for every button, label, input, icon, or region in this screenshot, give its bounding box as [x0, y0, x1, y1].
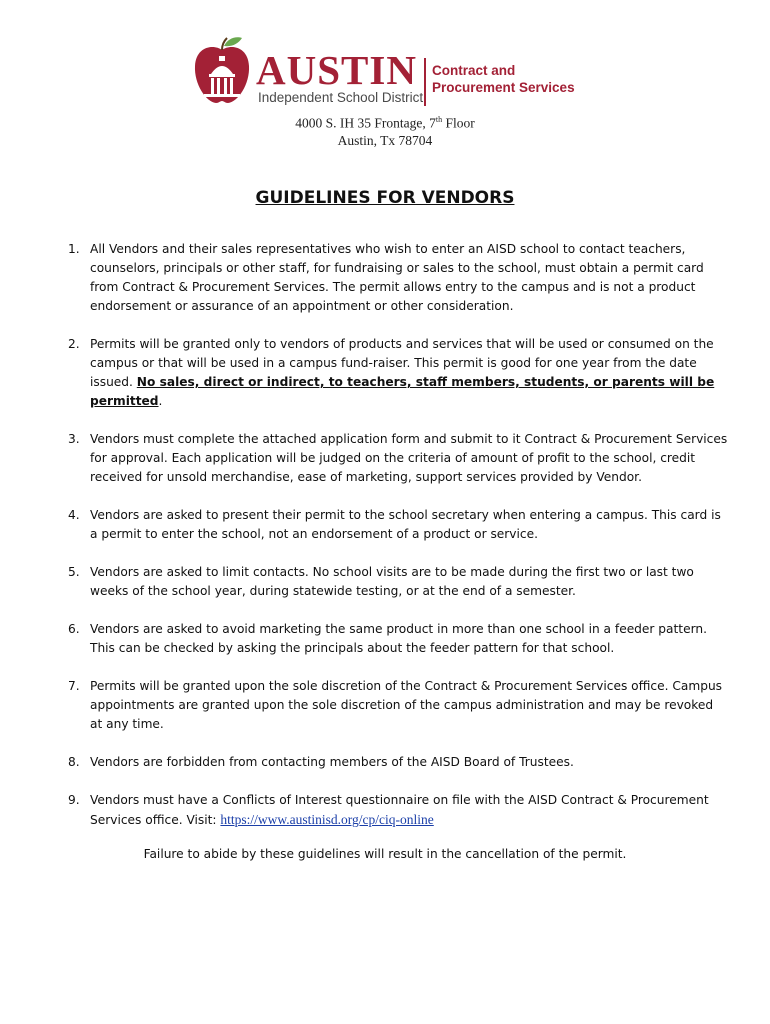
item-text: Vendors must complete the attached application form and submit to it Contract & Procurement Services for approval. Each application will be judged on the criteria of amount of profit to the school, credit received for unsold merchandise, ease of marketing, support services provided by Vendor.	[90, 432, 728, 484]
department-line-2: Procurement Services	[432, 80, 575, 95]
item-number: 7.	[68, 679, 80, 693]
list-item	[68, 430, 728, 487]
guidelines-list	[68, 240, 728, 849]
address-street: 4000 S. IH 35 Frontage, 7	[295, 115, 436, 131]
ciq-online-link[interactable]: https://www.austinisd.org/cp/ciq-online	[220, 812, 434, 827]
list-item	[68, 677, 728, 734]
logo-wordmark: AUSTIN	[256, 47, 417, 93]
item-number: 3.	[68, 432, 80, 446]
item-text: Vendors are asked to present their permit to the school secretary when entering a campus. This card is a permit to enter the school, not an endorsement of a product or service.	[90, 508, 721, 541]
item-text: Vendors are asked to limit contacts. No school visits are to be made during the first two or last two weeks of the school year, during statewide testing, or at the end of a semester.	[90, 565, 694, 598]
address-floor-suffix: th	[435, 115, 443, 124]
item-number: 2.	[68, 337, 80, 351]
list-item	[68, 563, 728, 601]
item-number: 9.	[68, 793, 80, 807]
item-number: 6.	[68, 622, 80, 636]
item-number: 5.	[68, 565, 80, 579]
list-item	[68, 240, 728, 316]
aisd-logo	[192, 36, 592, 110]
list-item	[68, 620, 728, 658]
item-text: All Vendors and their sales representatives who wish to enter an AISD school to contact teachers, counselors, principals or other staff, for fundraising or sales to the school, must obtain a permit card from Contract & Procurement Services. The permit allows entry to the campus and is not a product endorsement or assurance of an appointment or other consideration.	[90, 242, 704, 313]
item-text: Permits will be granted upon the sole discretion of the Contract & Procurement Services office. Campus appointments are granted upon the sole discretion of the campus administration and may be revoked at any time.	[90, 679, 723, 731]
address-line-1	[0, 115, 770, 132]
address-floor: Floor	[442, 115, 475, 131]
list-item	[68, 335, 728, 411]
item-text: Vendors must have a Conflicts of Interest questionnaire on file with the AISD Contract & Procurement Services office. Visit:	[90, 793, 709, 827]
department-name	[432, 62, 575, 96]
item-text: Vendors are asked to avoid marketing the same product in more than one school in a feeder pattern. This can be checked by asking the principals about the feeder pattern for that school.	[90, 622, 707, 655]
logo-subtitle: Independent School District	[258, 90, 424, 105]
address-line-2: Austin, Tx 78704	[337, 133, 433, 148]
list-item	[68, 506, 728, 544]
item-number: 1.	[68, 242, 80, 256]
item-text-end: .	[158, 394, 163, 408]
item-emphasis: No sales, direct or indirect, to teachers, staff members, students, or parents will be permitted	[90, 375, 715, 408]
department-line-1: Contract and	[432, 63, 516, 78]
footer-note: Failure to abide by these guidelines will result in the cancellation of the permit.	[143, 847, 627, 861]
item-number: 4.	[68, 508, 80, 522]
apple-capitol-icon	[192, 36, 252, 106]
page-title: GUIDELINES FOR VENDORS	[255, 188, 515, 208]
item-number: 8.	[68, 755, 80, 769]
item-text: Permits will be granted only to vendors of products and services that will be used or consumed on the campus or that will be used in a campus fund-raiser. This permit is good for one year from the date issued.	[90, 337, 714, 389]
list-item	[68, 791, 728, 830]
logo-divider	[424, 58, 426, 106]
item-text: Vendors are forbidden from contacting members of the AISD Board of Trustees.	[90, 755, 574, 769]
list-item	[68, 753, 728, 772]
